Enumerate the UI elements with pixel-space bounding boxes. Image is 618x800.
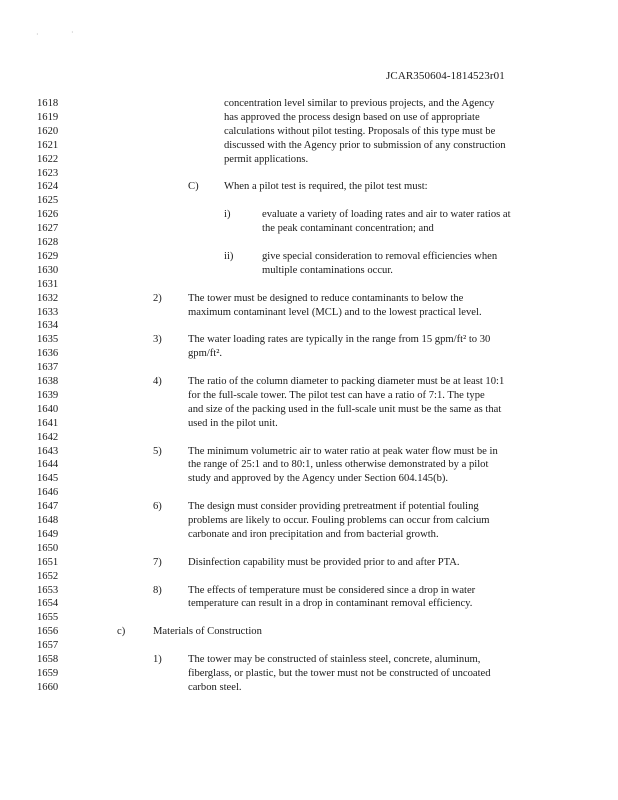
- document-line: [0, 236, 618, 250]
- line-text: The design must consider providing pretreatment if potential fouling: [188, 501, 479, 513]
- document-line: [0, 292, 618, 306]
- line-number: 1621: [37, 139, 59, 151]
- line-number: 1629: [37, 250, 59, 262]
- document-line: [0, 153, 618, 167]
- line-number: 1635: [37, 334, 59, 346]
- line-number: 1642: [37, 431, 59, 443]
- line-text: The effects of temperature must be considered since a drop in water: [188, 584, 476, 596]
- list-marker: 5): [153, 445, 162, 457]
- line-number: 1659: [37, 667, 59, 679]
- line-number: 1638: [37, 376, 59, 387]
- line-text: concentration level similar to previous projects, and the Agency: [224, 98, 495, 109]
- list-marker: 6): [153, 501, 162, 513]
- document-line: [0, 458, 618, 472]
- line-number: 1645: [37, 473, 59, 485]
- line-text: evaluate a variety of loading rates and air to water ratios at: [262, 209, 511, 221]
- line-text: multiple contaminations occur.: [262, 264, 393, 276]
- line-number: 1644: [37, 459, 59, 471]
- line-number: 1636: [37, 348, 59, 360]
- document-line: [0, 264, 618, 278]
- document-line: [0, 431, 618, 445]
- document-line: [0, 180, 618, 194]
- line-text: temperature can result in a drop in contaminant removal efficiency.: [188, 598, 473, 610]
- document-line: [0, 375, 618, 389]
- line-number: 1622: [37, 153, 59, 165]
- list-marker: 8): [153, 584, 162, 596]
- line-number: 1627: [37, 223, 59, 235]
- line-number: 1620: [37, 125, 59, 137]
- document-line: [0, 486, 618, 500]
- line-text: for the full-scale tower. The pilot test can have a ratio of 7:1. The type: [188, 389, 485, 401]
- line-number: 1628: [37, 237, 59, 248]
- line-number: 1660: [37, 681, 59, 693]
- document-line: [0, 584, 618, 598]
- line-number: 1618: [37, 98, 59, 109]
- line-text: The ratio of the column diameter to packing diameter must be at least 10:1: [188, 376, 505, 387]
- line-text: permit applications.: [224, 153, 309, 165]
- line-number: 1656: [37, 626, 59, 638]
- list-marker: i): [224, 209, 231, 221]
- line-text: The tower must be designed to reduce contaminants to below the: [188, 292, 464, 304]
- line-text: The water loading rates are typically in the range from 15 gpm/ft² to 30: [188, 334, 491, 346]
- line-number: 1657: [37, 640, 59, 652]
- line-number: 1649: [37, 528, 59, 540]
- document-line: [0, 250, 618, 264]
- line-number: 1650: [37, 542, 59, 554]
- list-marker: 1): [153, 654, 162, 665]
- line-text: fiberglass, or plastic, but the tower must not be constructed of uncoated: [188, 667, 491, 679]
- document-line: [0, 445, 618, 459]
- line-number: 1641: [37, 417, 59, 429]
- document-line: [0, 639, 618, 653]
- document-line: [0, 306, 618, 320]
- document-line: [0, 417, 618, 431]
- list-marker: 4): [153, 376, 162, 387]
- list-marker: C): [188, 181, 199, 193]
- list-marker: 2): [153, 292, 162, 304]
- document-line: [0, 125, 618, 139]
- line-text: problems are likely to occur. Fouling problems can occur from calcium: [188, 515, 490, 526]
- line-text: discussed with the Agency prior to submission of any construction: [224, 139, 506, 151]
- line-number: 1624: [37, 181, 59, 193]
- line-number: 1658: [37, 654, 59, 665]
- line-number: 1639: [37, 389, 59, 401]
- line-text: The minimum volumetric air to water ratio at peak water flow must be in: [188, 445, 498, 457]
- line-number: 1631: [37, 278, 59, 290]
- document-line: [0, 278, 618, 292]
- document-line: [0, 333, 618, 347]
- line-text: The tower may be constructed of stainless steel, concrete, aluminum,: [188, 654, 481, 665]
- document-line: [0, 389, 618, 403]
- line-number: 1632: [37, 292, 59, 304]
- document-line: [0, 361, 618, 375]
- line-number: 1643: [37, 445, 59, 457]
- document-line: [0, 611, 618, 625]
- document-line: [0, 167, 618, 181]
- document-line: [0, 570, 618, 584]
- line-number: 1652: [37, 570, 59, 582]
- line-text: the peak contaminant concentration; and: [262, 223, 434, 235]
- list-marker: 7): [153, 556, 162, 568]
- line-text: maximum contaminant level (MCL) and to the lowest practical level.: [188, 306, 482, 318]
- document-line: [0, 667, 618, 681]
- document-line: [0, 111, 618, 125]
- line-number: 1625: [37, 195, 59, 207]
- line-text: study and approved by the Agency under Section 604.145(b).: [188, 473, 449, 485]
- line-number: 1634: [37, 320, 59, 332]
- line-number: 1626: [37, 209, 59, 221]
- document-line: [0, 681, 618, 695]
- line-number: 1654: [37, 598, 59, 610]
- document-line: [0, 194, 618, 208]
- scan-speck: ·: [36, 30, 39, 39]
- document-line: [0, 597, 618, 611]
- line-number: 1653: [37, 584, 59, 596]
- line-number: 1655: [37, 612, 59, 624]
- document-id-header: JCAR350604-1814523r01: [386, 70, 505, 82]
- document-line: [0, 97, 618, 111]
- document-line: [0, 514, 618, 528]
- line-number: 1633: [37, 306, 59, 318]
- line-text: used in the pilot unit.: [188, 417, 278, 429]
- document-line: [0, 625, 618, 639]
- line-text: and size of the packing used in the full-scale unit must be the same as that: [188, 403, 502, 415]
- document-line: [0, 500, 618, 514]
- line-text: carbonate and iron precipitation and from bacterial growth.: [188, 528, 439, 540]
- line-number: 1651: [37, 556, 59, 568]
- line-text: give special consideration to removal efficiencies when: [262, 250, 498, 262]
- line-number: 1623: [37, 167, 59, 179]
- line-text: When a pilot test is required, the pilot test must:: [224, 181, 428, 193]
- document-line: [0, 347, 618, 361]
- line-number: 1619: [37, 111, 59, 123]
- line-text: the range of 25:1 and to 80:1, unless otherwise demonstrated by a pilot: [188, 459, 489, 471]
- line-text: Materials of Construction: [153, 626, 262, 638]
- document-line: [0, 542, 618, 556]
- line-number: 1646: [37, 487, 59, 499]
- line-number: 1637: [37, 362, 59, 374]
- list-marker: 3): [153, 334, 162, 346]
- document-line: [0, 472, 618, 486]
- document-line: [0, 222, 618, 236]
- line-number: 1630: [37, 264, 59, 276]
- document-line: [0, 319, 618, 333]
- list-marker: c): [117, 626, 126, 638]
- scan-speck: ·: [71, 28, 74, 37]
- document-line: [0, 403, 618, 417]
- line-text: gpm/ft².: [188, 348, 223, 360]
- line-text: has approved the process design based on use of appropriate: [224, 111, 480, 123]
- document-line: [0, 653, 618, 667]
- line-text: Disinfection capability must be provided prior to and after PTA.: [188, 556, 460, 568]
- document-line: [0, 528, 618, 542]
- line-text: calculations without pilot testing. Proposals of this type must be: [224, 125, 496, 137]
- list-marker: ii): [224, 250, 234, 262]
- line-number: 1648: [37, 515, 59, 526]
- document-line: [0, 556, 618, 570]
- document-line: [0, 139, 618, 153]
- line-number: 1647: [37, 501, 59, 513]
- line-number: 1640: [37, 403, 59, 415]
- document-line: [0, 208, 618, 222]
- line-text: carbon steel.: [188, 681, 242, 693]
